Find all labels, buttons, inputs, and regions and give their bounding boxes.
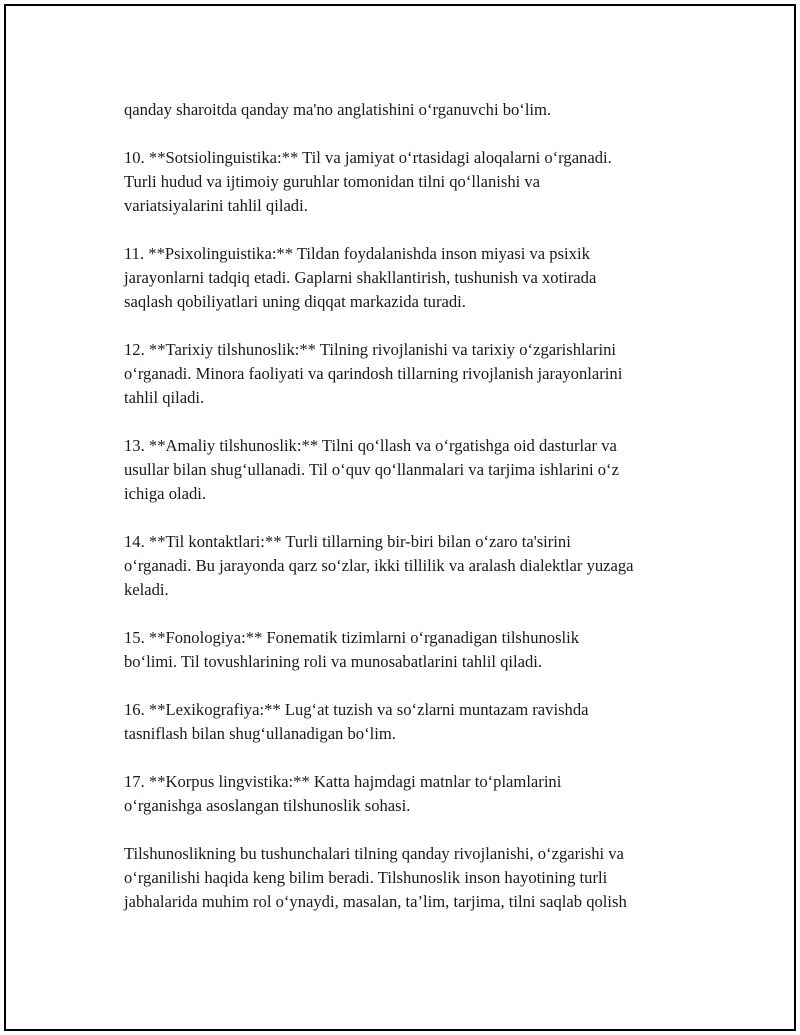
paragraph-psixolinguistika — [124, 242, 704, 314]
paragraph-continuation — [124, 98, 704, 122]
text-line: bo‘limi. Til tovushlarining roli va munosabatlarini tahlil qiladi. — [124, 652, 543, 671]
text-line: 17. **Korpus lingvistika:** Katta hajmdagi matnlar to‘plamlarini — [124, 772, 562, 791]
text-line: usullar bilan shug‘ullanadi. Til o‘quv qo‘llanmalari va tarjima ishlarini o‘z — [124, 460, 619, 479]
text-line: Tilshunoslikning bu tushunchalari tilning qanday rivojlanishi, o‘zgarishi va — [124, 844, 624, 863]
page-frame — [4, 4, 796, 1031]
text-line: 13. **Amaliy tilshunoslik:** Tilni qo‘llash va o‘rgatishga oid dasturlar va — [124, 436, 617, 455]
text-line: o‘rganadi. Bu jarayonda qarz so‘zlar, ikki tillilik va aralash dialektlar yuzaga — [124, 556, 634, 575]
document-body — [124, 98, 704, 938]
text-line: 12. **Tarixiy tilshunoslik:** Tilning rivojlanishi va tarixiy o‘zgarishlarini — [124, 340, 617, 359]
text-line: o‘rganishga asoslangan tilshunoslik sohasi. — [124, 796, 411, 815]
text-line: tasniflash bilan shug‘ullanadigan bo‘lim. — [124, 724, 396, 743]
text-line: 14. **Til kontaktlari:** Turli tillarning bir-biri bilan o‘zaro ta'sirini — [124, 532, 571, 551]
text-line: keladi. — [124, 580, 169, 599]
text-line: tahlil qiladi. — [124, 388, 205, 407]
text-line: 16. **Lexikografiya:** Lug‘at tuzish va so‘zlarni muntazam ravishda — [124, 700, 589, 719]
text-line: saqlash qobiliyatlari uning diqqat markazida turadi. — [124, 292, 466, 311]
paragraph-til-kontaktlari — [124, 530, 704, 602]
text-line: jabhalarida muhim rol o‘ynaydi, masalan, ta’lim, tarjima, tilni saqlab qolish — [124, 892, 627, 911]
text-line: o‘rganilishi haqida keng bilim beradi. Tilshunoslik inson hayotining turli — [124, 868, 608, 887]
text-line: qanday sharoitda qanday ma'no anglatishini o‘rganuvchi bo‘lim. — [124, 100, 552, 119]
text-line: Turli hudud va ijtimoiy guruhlar tomonidan tilni qo‘llanishi va — [124, 172, 541, 191]
paragraph-lexikografiya — [124, 698, 704, 746]
paragraph-tarixiy-tilshunoslik — [124, 338, 704, 410]
text-line: 11. **Psixolinguistika:** Tildan foydalanishda inson miyasi va psixik — [124, 244, 590, 263]
text-line: 10. **Sotsiolinguistika:** Til va jamiyat o‘rtasidagi aloqalarni o‘rganadi. — [124, 148, 612, 167]
paragraph-sotsiolinguistika — [124, 146, 704, 218]
text-line: 15. **Fonologiya:** Fonematik tizimlarni o‘rganadigan tilshunoslik — [124, 628, 580, 647]
text-line: o‘rganadi. Minora faoliyati va qarindosh tillarning rivojlanish jarayonlarini — [124, 364, 623, 383]
paragraph-summary — [124, 842, 704, 914]
text-line: variatsiyalarini tahlil qiladi. — [124, 196, 308, 215]
text-line: ichiga oladi. — [124, 484, 207, 503]
paragraph-korpus-lingvistika — [124, 770, 704, 818]
text-line: jarayonlarni tadqiq etadi. Gaplarni shakllantirish, tushunish va xotirada — [124, 268, 597, 287]
paragraph-amaliy-tilshunoslik — [124, 434, 704, 506]
paragraph-fonologiya — [124, 626, 704, 674]
